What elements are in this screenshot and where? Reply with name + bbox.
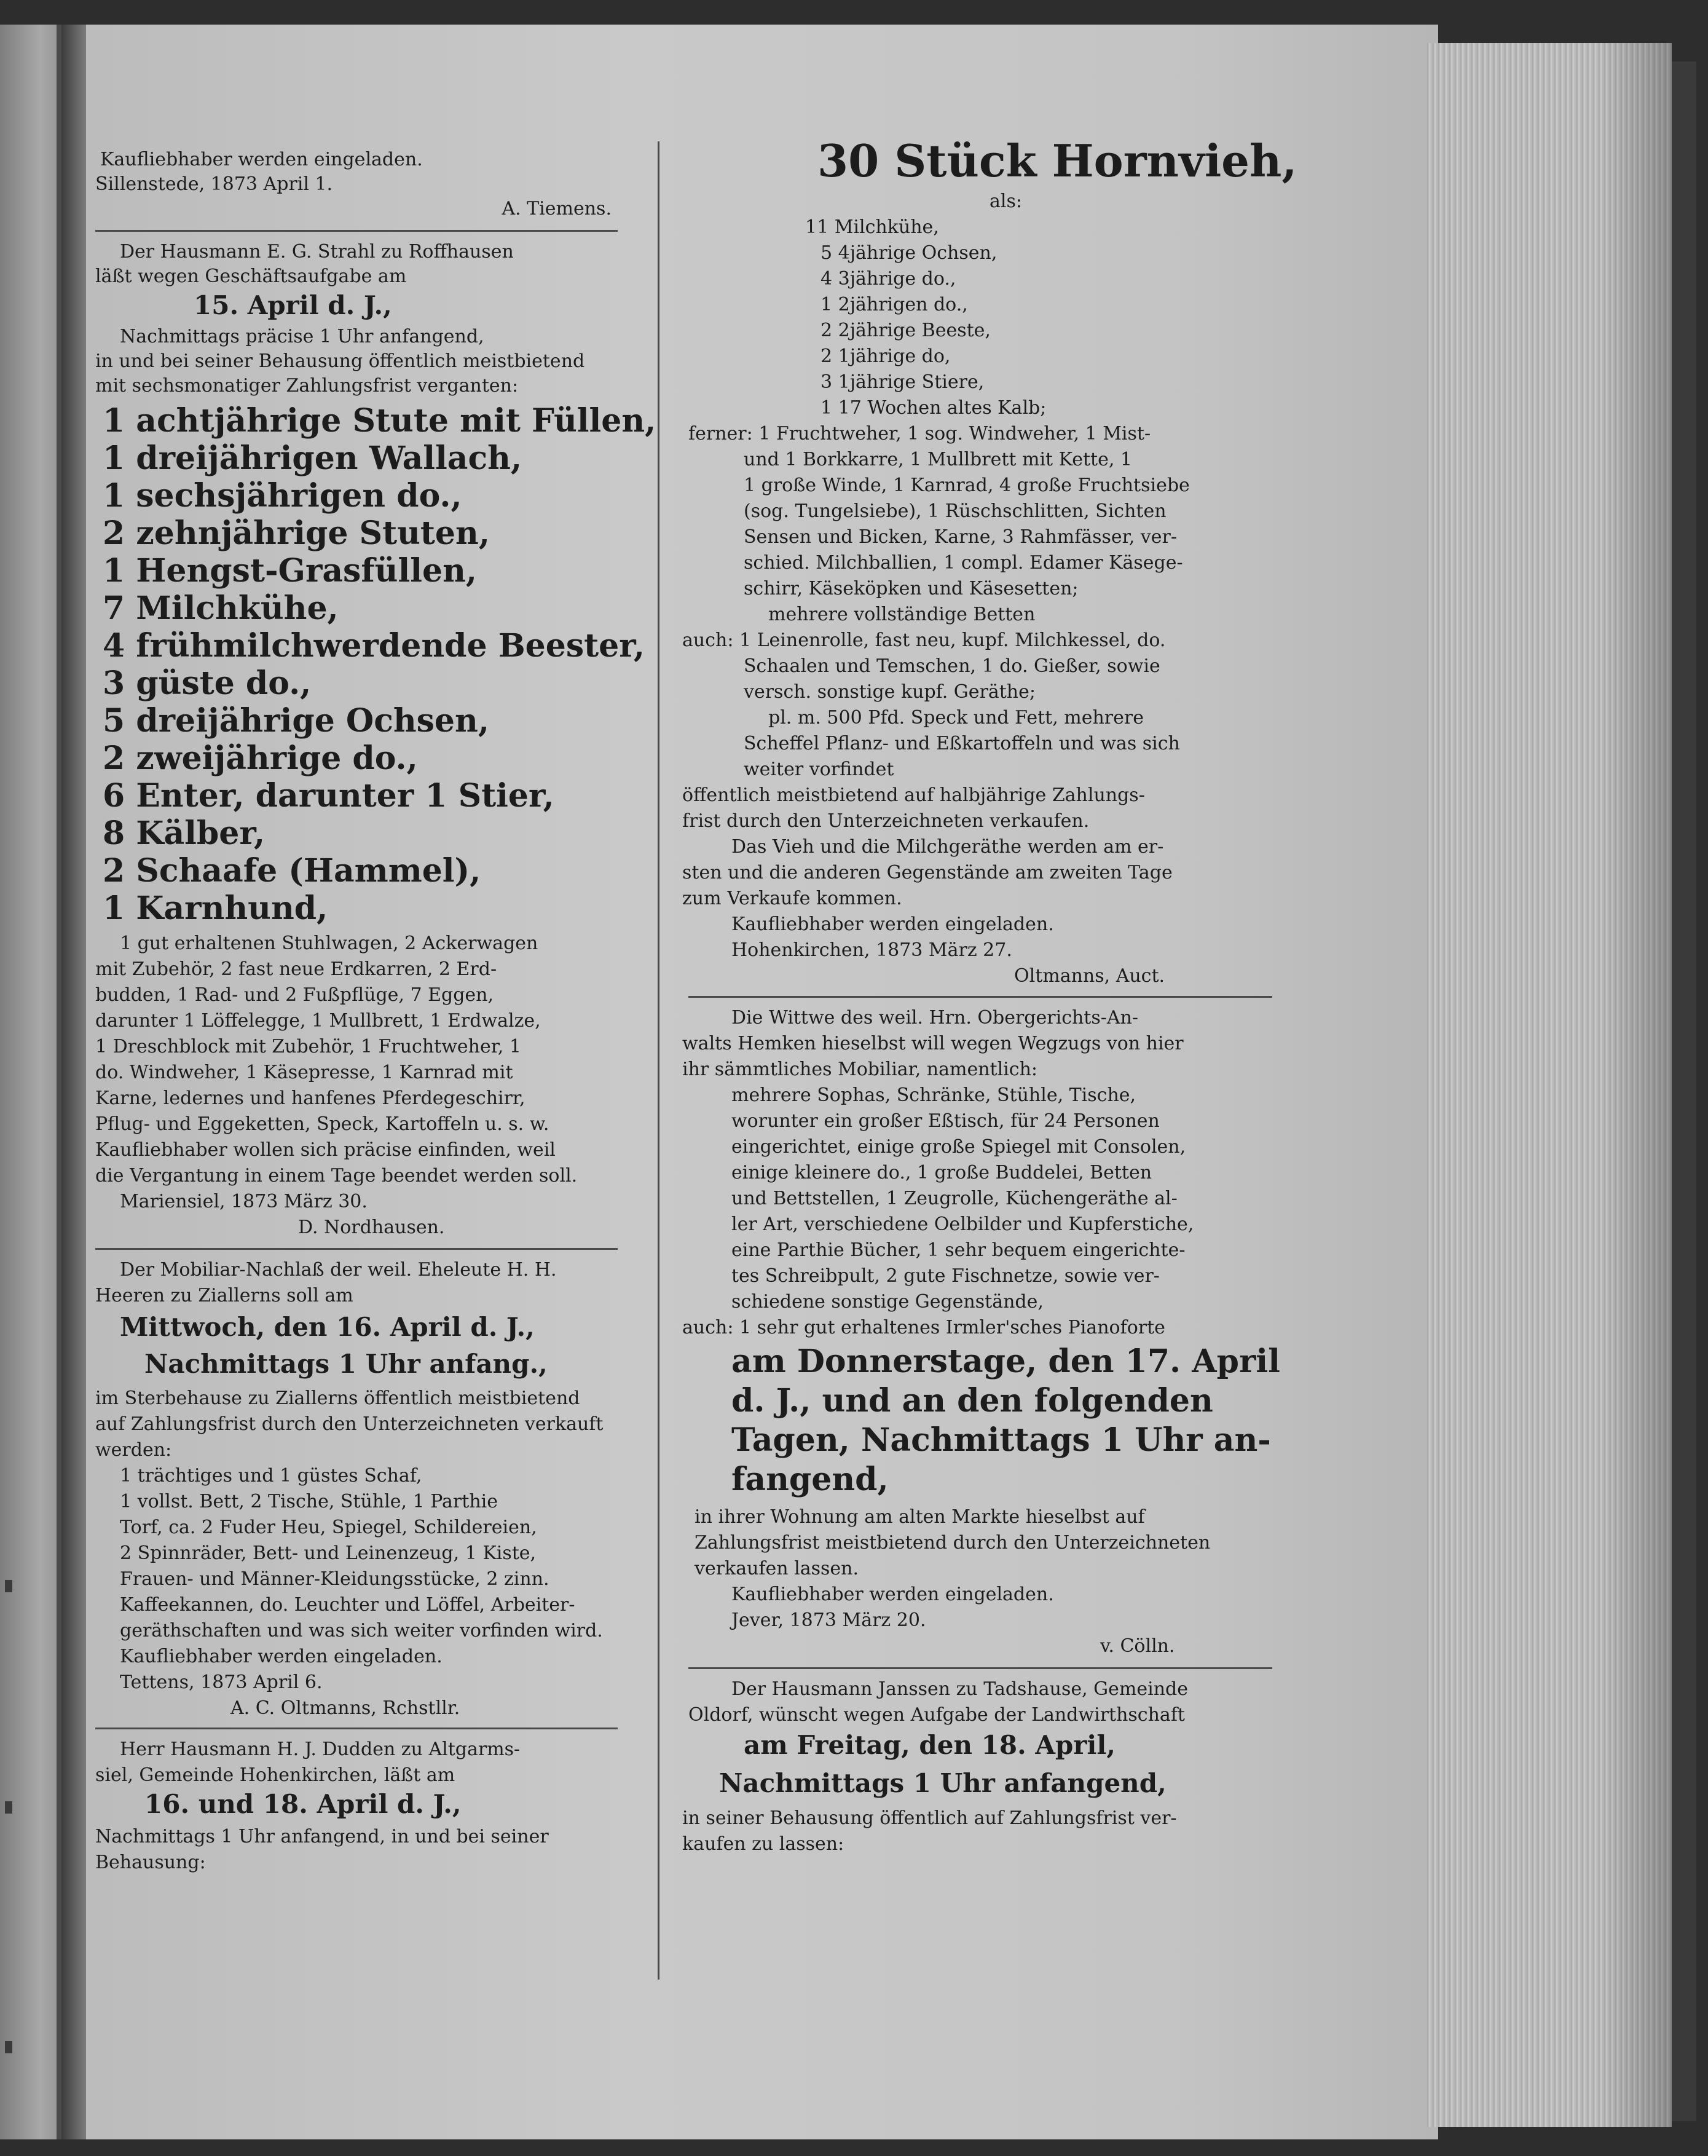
ad-line: Zahlungsfrist meistbietend durch den Unterzeichneten bbox=[695, 1532, 1211, 1554]
ad-line: Tettens, 1873 April 6. bbox=[120, 1672, 323, 1693]
ad-line: 1 gut erhaltenen Stuhlwagen, 2 Ackerwagen bbox=[120, 933, 538, 954]
ad-line: öffentlich meistbietend auf halbjährige Zahlungs- bbox=[682, 784, 1145, 806]
ad-line: Kaufliebhaber werden eingeladen. bbox=[100, 149, 423, 170]
livestock-item: 2 zehnjährige Stuten, bbox=[103, 515, 490, 552]
ad-line: Mariensiel, 1873 März 30. bbox=[120, 1191, 368, 1212]
ad-date: Mittwoch, den 16. April d. J., bbox=[120, 1312, 535, 1342]
ad-line: Frauen- und Männer-Kleidungsstücke, 2 zinn. bbox=[120, 1568, 549, 1590]
ad-date: fangend, bbox=[731, 1461, 889, 1498]
page-stack-edge bbox=[1426, 43, 1672, 2127]
livestock-item: 3 1jährige Stiere, bbox=[821, 371, 985, 393]
ad-line: Die Wittwe des weil. Hrn. Obergerichts-An- bbox=[731, 1007, 1139, 1029]
ad-line: Torf, ca. 2 Fuder Heu, Spiegel, Schildereien, bbox=[120, 1517, 537, 1538]
ad-line: 2 Spinnräder, Bett- und Leinenzeug, 1 Kiste, bbox=[120, 1542, 537, 1564]
facing-page-edge bbox=[0, 25, 68, 2139]
ad-signature: D. Nordhausen. bbox=[298, 1217, 445, 1238]
livestock-item: 1 achtjährige Stute mit Füllen, bbox=[103, 402, 656, 440]
ad-line: geräthschaften und was sich weiter vorfinden wird. bbox=[120, 1620, 603, 1641]
ad-line: auch: 1 Leinenrolle, fast neu, kupf. Milchkessel, do. bbox=[682, 630, 1166, 651]
ad-date: am Donnerstage, den 17. April bbox=[731, 1343, 1280, 1380]
ad-line: budden, 1 Rad- und 2 Fußpflüge, 7 Eggen, bbox=[95, 984, 494, 1006]
ad-line: do. Windweher, 1 Käsepresse, 1 Karnrad mit bbox=[95, 1062, 513, 1083]
livestock-item: 5 dreijährige Ochsen, bbox=[103, 702, 489, 740]
livestock-item: 8 Kälber, bbox=[103, 815, 266, 852]
ad-date: 16. und 18. April d. J., bbox=[144, 1789, 462, 1819]
binding-shadow bbox=[1672, 61, 1696, 2121]
ad-line: als: bbox=[990, 191, 1022, 212]
ad-line: im Sterbehause zu Ziallerns öffentlich meistbietend bbox=[95, 1388, 580, 1409]
livestock-item: 2 zweijährige do., bbox=[103, 740, 418, 777]
ad-line: Kaufliebhaber wollen sich präcise einfinden, weil bbox=[95, 1139, 556, 1161]
ad-line: Karne, ledernes und hanfenes Pferdegeschirr, bbox=[95, 1088, 525, 1109]
livestock-item: 1 Hengst-Grasfüllen, bbox=[103, 552, 477, 590]
ad-line: auch: 1 sehr gut erhaltenes Irmler'sches Pianoforte bbox=[682, 1317, 1165, 1338]
livestock-item: 4 3jährige do., bbox=[821, 268, 956, 290]
ad-time: Nachmittags 1 Uhr anfangend, bbox=[719, 1768, 1167, 1798]
ad-line: Hohenkirchen, 1873 März 27. bbox=[731, 939, 1012, 961]
ad-line: Kaffeekannen, do. Leuchter und Löffel, Arbeiter- bbox=[120, 1594, 575, 1616]
ad-time: Nachmittags 1 Uhr anfang., bbox=[144, 1349, 548, 1379]
ad-line: Sillenstede, 1873 April 1. bbox=[95, 173, 333, 195]
ad-line: Herr Hausmann H. J. Dudden zu Altgarms- bbox=[120, 1739, 521, 1760]
ad-line: eingerichtet, einige große Spiegel mit Consolen, bbox=[731, 1136, 1186, 1158]
livestock-item: 1 dreijährigen Wallach, bbox=[103, 440, 522, 477]
facing-page-mark bbox=[5, 1580, 12, 1592]
ad-line: Schaalen und Temschen, 1 do. Gießer, sowie bbox=[744, 655, 1160, 677]
ad-separator bbox=[95, 1728, 618, 1729]
ad-line: mehrere Sophas, Schränke, Stühle, Tische, bbox=[731, 1084, 1136, 1106]
ad-line: Kaufliebhaber werden eingeladen. bbox=[120, 1646, 443, 1667]
ad-date: d. J., und an den folgenden bbox=[731, 1382, 1213, 1420]
facing-page-mark bbox=[5, 2041, 12, 2053]
ad-line: mit Zubehör, 2 fast neue Erdkarren, 2 Erd- bbox=[95, 958, 497, 980]
ad-line: Behausung: bbox=[95, 1852, 206, 1873]
ad-line: Pflug- und Eggeketten, Speck, Kartoffeln u. s. w. bbox=[95, 1113, 549, 1135]
ad-line: Sensen und Bicken, Karne, 3 Rahmfässer, ver- bbox=[744, 526, 1177, 548]
ad-line: und Bettstellen, 1 Zeugrolle, Küchengeräthe al- bbox=[731, 1188, 1178, 1209]
livestock-item: 2 Schaafe (Hammel), bbox=[103, 852, 481, 890]
ad-line: ihr sämmtliches Mobiliar, namentlich: bbox=[682, 1059, 1037, 1080]
ad-line: verkaufen lassen. bbox=[695, 1558, 859, 1579]
ad-line: Das Vieh und die Milchgeräthe werden am er- bbox=[731, 836, 1164, 858]
column-divider bbox=[658, 141, 659, 1980]
ad-line: Heeren zu Ziallerns soll am bbox=[95, 1285, 353, 1306]
ad-line: zum Verkaufe kommen. bbox=[682, 888, 902, 909]
ad-line: Scheffel Pflanz- und Eßkartoffeln und was sich bbox=[744, 733, 1180, 754]
livestock-item: 7 Milchkühe, bbox=[103, 590, 339, 627]
ad-line: in ihrer Wohnung am alten Markte hieselbst auf bbox=[695, 1506, 1145, 1528]
livestock-item: 1 sechsjährigen do., bbox=[103, 477, 462, 515]
ad-signature: A. Tiemens. bbox=[502, 198, 612, 219]
ad-line: 1 trächtiges und 1 güstes Schaf, bbox=[120, 1465, 422, 1487]
livestock-item: 3 güste do., bbox=[103, 665, 312, 702]
livestock-item: 2 2jährige Beeste, bbox=[821, 320, 991, 341]
facing-page-shadow bbox=[57, 25, 61, 2139]
ad-line: Kaufliebhaber werden eingeladen. bbox=[731, 1584, 1054, 1605]
ad-line: darunter 1 Löffelegge, 1 Mullbrett, 1 Erdwalze, bbox=[95, 1010, 541, 1032]
ad-line: versch. sonstige kupf. Geräthe; bbox=[744, 681, 1036, 703]
ad-line: schied. Milchballien, 1 compl. Edamer Käsege- bbox=[744, 552, 1183, 574]
ad-separator bbox=[688, 996, 1272, 998]
ad-line: Kaufliebhaber werden eingeladen. bbox=[731, 914, 1054, 935]
ad-line: einige kleinere do., 1 große Buddelei, Betten bbox=[731, 1162, 1152, 1183]
ad-line: tes Schreibpult, 2 gute Fischnetze, sowie ver- bbox=[731, 1265, 1160, 1287]
facing-page-mark bbox=[5, 1801, 12, 1814]
livestock-item: 1 17 Wochen altes Kalb; bbox=[821, 397, 1047, 419]
ad-signature: v. Cölln. bbox=[1100, 1635, 1175, 1657]
livestock-item: 1 Karnhund, bbox=[103, 890, 328, 927]
livestock-item: 4 frühmilchwerdende Beester, bbox=[103, 627, 645, 665]
ad-line: schirr, Käseköpken und Käsesetten; bbox=[744, 578, 1079, 599]
ad-line: pl. m. 500 Pfd. Speck und Fett, mehrere bbox=[768, 707, 1144, 729]
ad-line: sten und die anderen Gegenstände am zweiten Tage bbox=[682, 862, 1173, 883]
ad-line: Der Mobiliar-Nachlaß der weil. Eheleute H. H. bbox=[120, 1259, 557, 1281]
ad-line: Nachmittags 1 Uhr anfangend, in und bei seiner bbox=[95, 1826, 549, 1847]
ad-line: und 1 Borkkarre, 1 Mullbrett mit Kette, 1 bbox=[744, 449, 1133, 470]
ad-line: ferner: 1 Fruchtweher, 1 sog. Windweher, 1 Mist- bbox=[688, 423, 1151, 444]
ad-line: läßt wegen Geschäftsaufgabe am bbox=[95, 266, 407, 287]
ad-line: Nachmittags präcise 1 Uhr anfangend, bbox=[120, 326, 484, 347]
ad-line: 1 Dreschblock mit Zubehör, 1 Fruchtweher, 1 bbox=[95, 1036, 521, 1057]
ad-line: in seiner Behausung öffentlich auf Zahlungsfrist ver- bbox=[682, 1807, 1177, 1829]
ad-separator bbox=[95, 230, 618, 232]
ad-line: kaufen zu lassen: bbox=[682, 1833, 844, 1855]
ad-line: ler Art, verschiedene Oelbilder und Kupferstiche, bbox=[731, 1214, 1194, 1235]
ad-line: 1 große Winde, 1 Karnrad, 4 große Fruchtsiebe bbox=[744, 475, 1190, 496]
livestock-item: 11 Milchkühe, bbox=[805, 216, 939, 238]
livestock-item: 2 1jährige do, bbox=[821, 346, 951, 367]
ad-line: eine Parthie Bücher, 1 sehr bequem eingerichte- bbox=[731, 1239, 1186, 1261]
ad-line: Der Hausmann Janssen zu Tadshause, Gemeinde bbox=[731, 1678, 1188, 1700]
ad-signature: A. C. Oltmanns, Rchstllr. bbox=[230, 1697, 460, 1719]
ad-line: worunter ein großer Eßtisch, für 24 Personen bbox=[731, 1110, 1160, 1132]
ad-line: werden: bbox=[95, 1439, 172, 1461]
ad-signature: Oltmanns, Auct. bbox=[1014, 965, 1165, 987]
ad-date: 15. April d. J., bbox=[194, 290, 392, 320]
ad-line: Oldorf, wünscht wegen Aufgabe der Landwirthschaft bbox=[688, 1704, 1185, 1726]
ad-line: mehrere vollständige Betten bbox=[768, 604, 1036, 625]
ad-headline: 30 Stück Hornvieh, bbox=[817, 135, 1297, 187]
ad-line: die Vergantung in einem Tage beendet werden soll. bbox=[95, 1165, 578, 1187]
ad-line: Jever, 1873 März 20. bbox=[731, 1609, 926, 1631]
livestock-item: 1 2jährigen do., bbox=[821, 294, 968, 315]
ad-line: Der Hausmann E. G. Strahl zu Roffhausen bbox=[120, 241, 514, 263]
ad-line: in und bei seiner Behausung öffentlich meistbietend bbox=[95, 350, 585, 372]
ad-line: (sog. Tungelsiebe), 1 Rüschschlitten, Sichten bbox=[744, 500, 1167, 522]
livestock-item: 6 Enter, darunter 1 Stier, bbox=[103, 777, 554, 815]
ad-line: weiter vorfindet bbox=[744, 759, 894, 780]
ad-date: Tagen, Nachmittags 1 Uhr an- bbox=[731, 1421, 1271, 1459]
ad-separator bbox=[95, 1248, 618, 1250]
ad-line: mit sechsmonatiger Zahlungsfrist verganten: bbox=[95, 375, 519, 397]
ad-line: frist durch den Unterzeichneten verkaufen. bbox=[682, 810, 1090, 832]
ad-line: 1 vollst. Bett, 2 Tische, Stühle, 1 Parthie bbox=[120, 1491, 498, 1512]
ad-separator bbox=[688, 1667, 1272, 1669]
livestock-item: 5 4jährige Ochsen, bbox=[821, 242, 998, 264]
ad-line: auf Zahlungsfrist durch den Unterzeichneten verkauft bbox=[95, 1413, 604, 1435]
page-stack-shade bbox=[1598, 43, 1672, 2127]
ad-line: walts Hemken hieselbst will wegen Wegzugs von hier bbox=[682, 1033, 1184, 1054]
ad-date: am Freitag, den 18. April, bbox=[744, 1730, 1116, 1760]
ad-line: siel, Gemeinde Hohenkirchen, läßt am bbox=[95, 1764, 455, 1786]
ad-line: schiedene sonstige Gegenstände, bbox=[731, 1291, 1044, 1313]
